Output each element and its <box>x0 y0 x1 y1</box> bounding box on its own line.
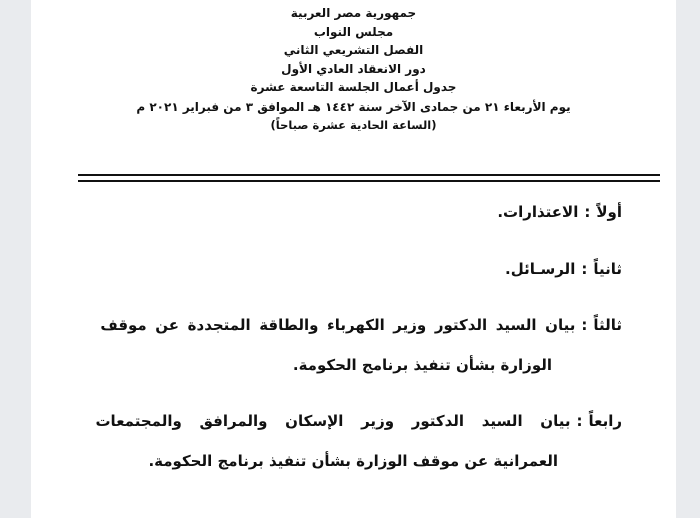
agenda-item-2 <box>505 260 622 278</box>
agenda-item-label: أولاً <box>596 203 622 221</box>
header-agenda-title: جدول أعمال الجلسة التاسعة عشرة <box>250 80 457 94</box>
header-time: (الساعة الحادية عشرة صباحاً) <box>270 117 437 132</box>
agenda-item-text: بيان السيد الدكتور وزير الإسكان والمرافق والمجتمعات <box>95 412 571 430</box>
agenda-item-separator: : <box>584 203 591 221</box>
agenda-item-label: رابعاً <box>588 412 622 430</box>
agenda-item-text: الرسـائل. <box>505 260 576 278</box>
agenda-item-text-continued: العمرانية عن موقف الوزارة بشأن تنفيذ برنامج الحكومة. <box>148 452 558 470</box>
agenda-item-4 <box>95 412 622 470</box>
document-header <box>31 4 676 134</box>
header-session-round: دور الانعقاد العادي الأول <box>281 61 426 76</box>
agenda-item-text: الاعتذارات. <box>497 203 579 221</box>
header-parliament: مجلس النواب <box>313 24 394 39</box>
agenda-item-label: ثالثاً <box>593 316 622 334</box>
agenda-item-separator: : <box>576 412 583 430</box>
header-country: جمهورية مصر العربية <box>290 6 417 20</box>
header-divider-bottom <box>78 180 660 182</box>
agenda-item-separator: : <box>581 260 588 278</box>
agenda-item-separator: : <box>581 316 588 334</box>
agenda-item-1 <box>497 203 622 221</box>
agenda-item-text: بيان السيد الدكتور وزير الكهرباء والطاقة المتجددة عن موقف <box>100 316 576 334</box>
agenda-item-label: ثانياً <box>593 260 622 278</box>
header-date: يوم الأربعاء ٢١ من جمادى الآخر سنة ١٤٤٢ هـ الموافق ٣ من فبراير ٢٠٢١ م <box>136 99 571 114</box>
agenda-item-text-continued: الوزارة بشأن تنفيذ برنامج الحكومة. <box>292 356 552 374</box>
header-legislative-term: الفصل التشريعي الثاني <box>283 43 424 57</box>
header-divider-top <box>78 174 660 176</box>
document-page <box>31 0 676 518</box>
agenda-item-3 <box>100 316 622 374</box>
